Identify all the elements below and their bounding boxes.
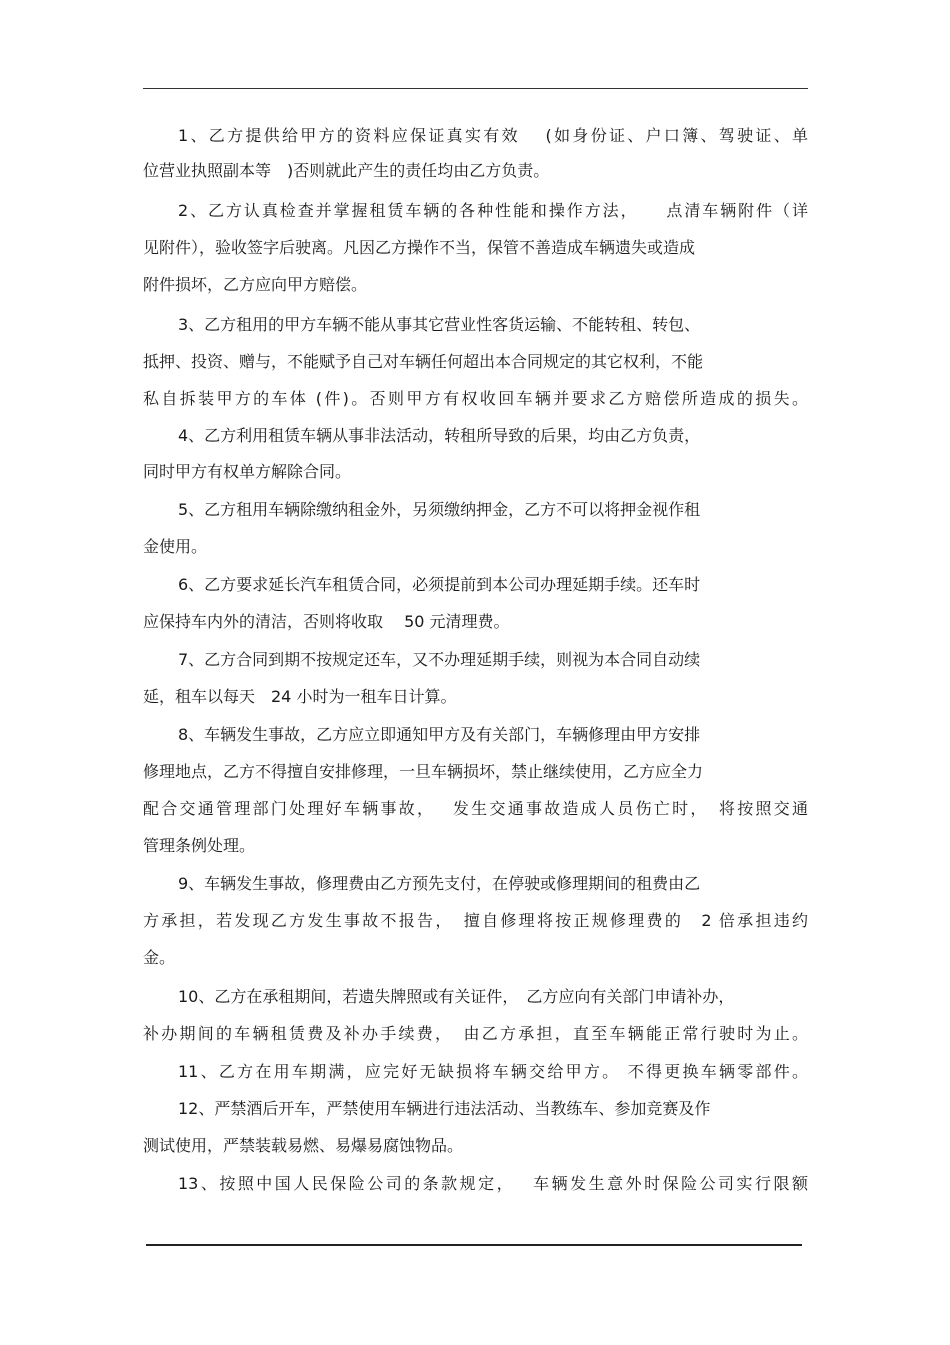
clause-12-line-2: 测试使用，严禁装载易燃、易爆易腐蚀物品。 <box>143 1136 464 1155</box>
clause-11-line-1: 11、乙方在用车期满，应完好无缺损将车辆交给甲方。 不得更换车辆零部件。 <box>178 1062 808 1081</box>
clause-10-line-1: 10、乙方在承租期间，若遗失牌照或有关证件， 乙方应向有关部门申请补办， <box>178 987 735 1006</box>
clause-9-line-2: 方承担，若发现乙方发生事故不报告， 擅自修理将按正规修理费的 2 倍承担违约 <box>143 911 808 930</box>
clause-3-line-3: 私自拆装甲方的车体 (件)。否则甲方有权收回车辆并要求乙方赔偿所造成的损失。 <box>143 389 808 408</box>
clause-1-line-1: 1、乙方提供给甲方的资料应保证真实有效 (如身份证、户口簿、驾驶证、单 <box>178 126 808 145</box>
clause-3-line-1: 3、乙方租用的甲方车辆不能从事其它营业性客货运输、不能转租、转包、 <box>178 315 701 334</box>
clause-4-line-1: 4、乙方利用租赁车辆从事非法活动，转租所导致的后果，均由乙方负责， <box>178 426 701 445</box>
clause-4-line-2: 同时甲方有权单方解除合同。 <box>143 462 352 481</box>
clause-5-line-2: 金使用。 <box>143 537 208 556</box>
clause-8-line-4: 管理条例处理。 <box>143 836 256 855</box>
clause-2-line-2: 见附件），验收签字后驶离。凡因乙方操作不当，保管不善造成车辆遗失或造成 <box>143 238 696 257</box>
clause-5-line-1: 5、乙方租用车辆除缴纳租金外，另须缴纳押金，乙方不可以将押金视作租 <box>178 500 701 519</box>
clause-8-line-2: 修理地点，乙方不得擅自安排修理，一旦车辆损坏，禁止继续使用，乙方应全力 <box>143 762 704 781</box>
clause-2-line-1: 2、乙方认真检查并掌握租赁车辆的各种性能和操作方法， 点清车辆附件（详 <box>178 201 808 220</box>
footer-rule <box>146 1244 802 1246</box>
clause-8-line-1: 8、车辆发生事故，乙方应立即通知甲方及有关部门，车辆修理由甲方安排 <box>178 725 701 744</box>
clause-7-line-2: 延，租车以每天 24 小时为一租车日计算。 <box>143 687 457 706</box>
clause-9-line-1: 9、车辆发生事故，修理费由乙方预先支付，在停驶或修理期间的租费由乙 <box>178 874 701 893</box>
clause-7-line-1: 7、乙方合同到期不按规定还车，又不办理延期手续，则视为本合同自动续 <box>178 650 701 669</box>
clause-8-line-3: 配合交通管理部门处理好车辆事故， 发生交通事故造成人员伤亡时， 将按照交通 <box>143 799 808 818</box>
clause-3-line-2: 抵押、投资、赠与，不能赋予自己对车辆任何超出本合同规定的其它权利，不能 <box>143 352 704 371</box>
clause-1-line-2: 位营业执照副本等 )否则就此产生的责任均由乙方负责。 <box>143 161 550 180</box>
clause-12-line-1: 12、严禁酒后开车，严禁使用车辆进行违法活动、当教练车、参加竞赛及作 <box>178 1099 711 1118</box>
clause-6-line-2: 应保持车内外的清洁，否则将收取 50 元清理费。 <box>143 612 510 631</box>
clause-13-line-1: 13、按照中国人民保险公司的条款规定， 车辆发生意外时保险公司实行限额 <box>178 1174 808 1193</box>
clause-9-line-3: 金。 <box>143 948 176 967</box>
clause-6-line-1: 6、乙方要求延长汽车租赁合同，必须提前到本公司办理延期手续。还车时 <box>178 575 701 594</box>
clause-2-line-3: 附件损坏，乙方应向甲方赔偿。 <box>143 275 368 294</box>
clause-10-line-2: 补办期间的车辆租赁费及补办手续费， 由乙方承担，直至车辆能正常行驶时为止。 <box>143 1024 808 1043</box>
